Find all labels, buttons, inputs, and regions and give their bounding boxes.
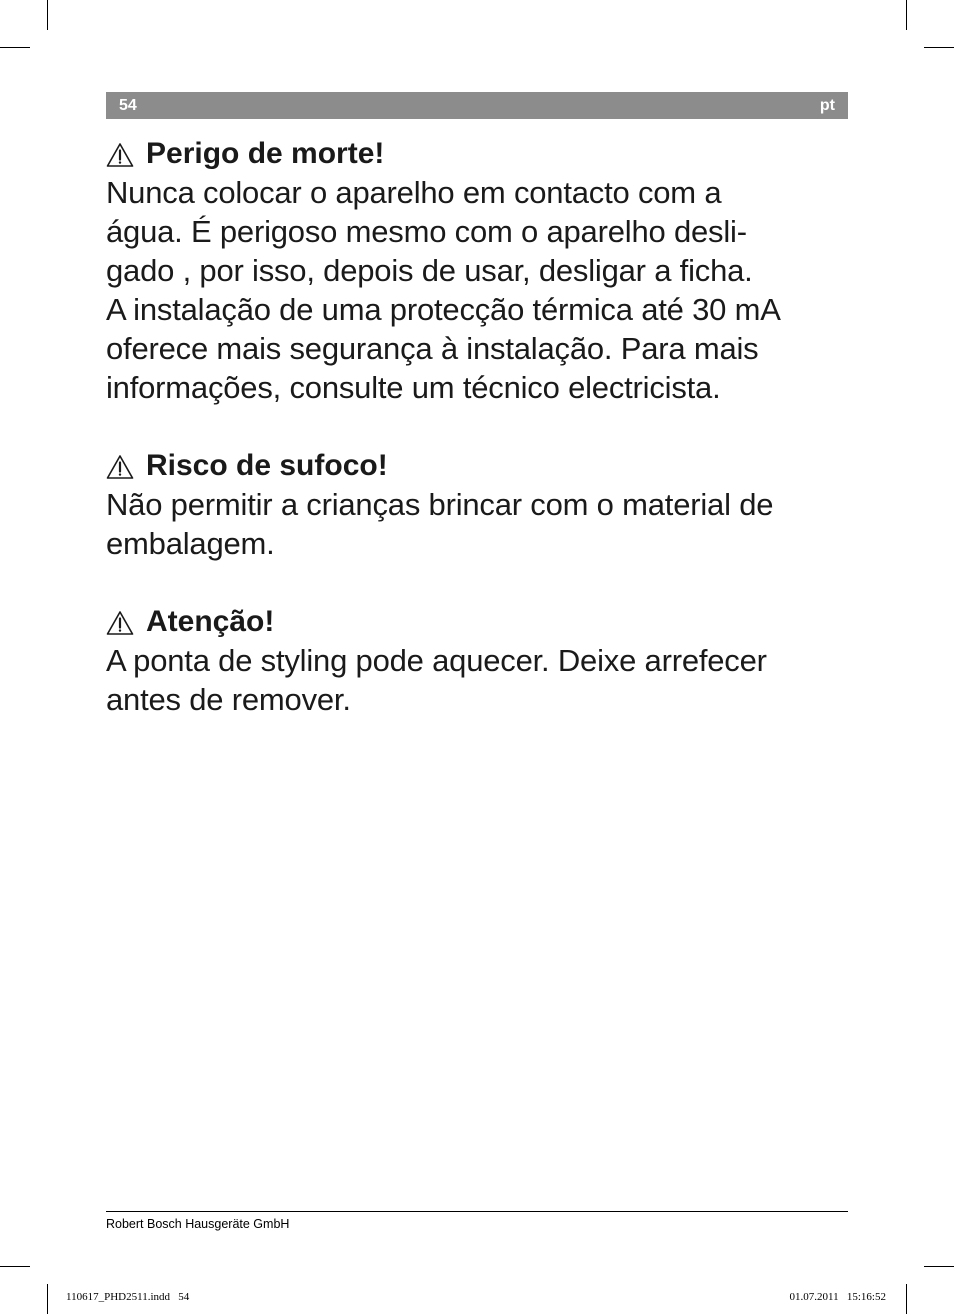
warning-title: Atenção! [146, 605, 275, 638]
body-text-line: embalagem. [106, 526, 275, 561]
company-name: Robert Bosch Hausgeräte GmbH [106, 1217, 290, 1231]
crop-mark [924, 47, 954, 48]
warning-triangle-icon [106, 454, 134, 480]
warning-triangle-icon [106, 142, 134, 168]
body-text-line: água. É perigoso mesmo com o aparelho desli- [106, 214, 747, 249]
crop-mark [924, 1266, 954, 1267]
language-code: pt [819, 97, 835, 114]
crop-mark [906, 1284, 907, 1314]
body-text-line: oferece mais segurança à instalação. Para mais [106, 331, 759, 366]
body-text-line: A ponta de styling pode aquecer. Deixe arrefecer [106, 643, 767, 678]
warning-title: Risco de sufoco! [146, 449, 388, 482]
print-slug-file: 110617_PHD2511.indd 54 [66, 1291, 190, 1303]
page-number: 54 [119, 97, 137, 114]
body-text-line: gado , por isso, depois de usar, desligar a ficha. [106, 253, 753, 288]
page-content [106, 134, 848, 719]
print-slug-date: 01.07.2011 15:16:52 [789, 1291, 886, 1303]
warning-title: Perigo de morte! [146, 137, 385, 170]
warning-heading [106, 134, 848, 173]
warning-triangle-icon [106, 610, 134, 636]
body-text-line: antes de remover. [106, 682, 351, 717]
body-text-line: informações, consulte um técnico electricista. [106, 370, 721, 405]
warning-heading [106, 446, 848, 485]
warning-heading [106, 602, 848, 641]
crop-mark [0, 47, 30, 48]
crop-mark [0, 1266, 30, 1267]
warning-section [106, 602, 848, 719]
crop-mark [906, 0, 907, 30]
crop-mark [47, 0, 48, 30]
body-text-line: A instalação de uma protecção térmica até 30 mA [106, 292, 781, 327]
warning-section [106, 446, 848, 563]
page-header-bar [106, 92, 848, 119]
crop-mark [47, 1284, 48, 1314]
body-text-line: Nunca colocar o aparelho em contacto com a [106, 175, 722, 210]
body-text-line: Não permitir a crianças brincar com o material de [106, 487, 774, 522]
warning-section [106, 134, 848, 407]
footer-rule [106, 1211, 848, 1212]
